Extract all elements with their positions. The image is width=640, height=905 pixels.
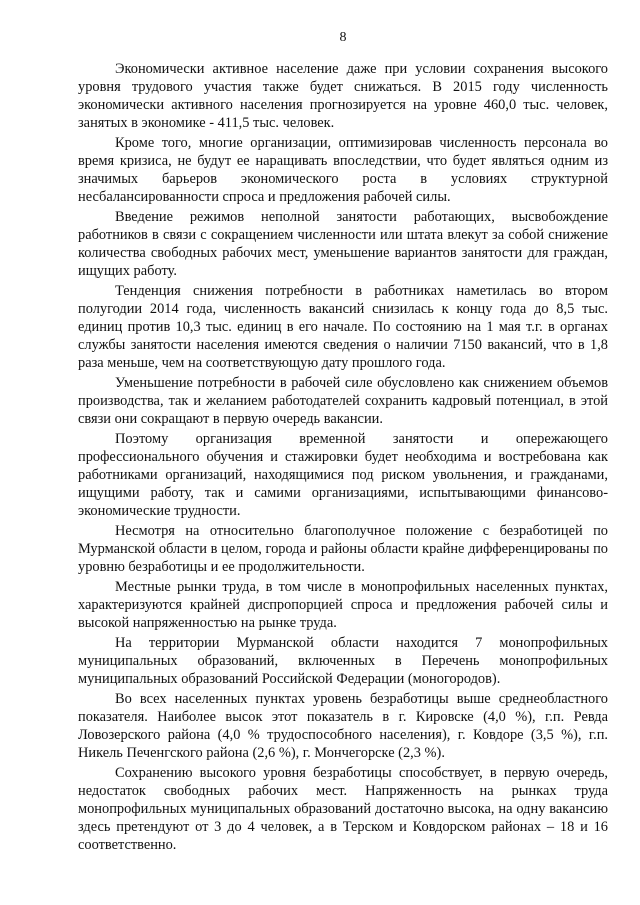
paragraph-11: Сохранению высокого уровня безработицы способствует, в первую очередь, недостаток свободных рабочих мест. Напряженность на рынках труда монопрофильных муниципальных образований достаточно высока, на одну вакансию здесь претендуют от 3 до 4 человек, а в Терском и Ковдорском районах – 18 и 16 соответственно. — [78, 765, 608, 853]
document-body — [78, 60, 608, 854]
paragraph-6: Поэтому организация временной занятости и опережающего профессионального обучения и стажировки будет необходима и востребована как работниками организаций, находящимися под риском увольнения, и гражданами, ищущими работу, так и самими организациями, испытывающими финансово-экономические трудности. — [78, 431, 608, 519]
paragraph-2: Кроме того, многие организации, оптимизировав численность персонала во время кризиса, не будут ее наращивать впоследствии, что будет являться одним из значимых барьеров экономического роста в условиях структурной несбалансированности спроса и предложения рабочей силы. — [78, 135, 608, 205]
paragraph-1: Экономически активное население даже при условии сохранения высокого уровня трудового участия также будет снижаться. В 2015 году численность экономически активного населения прогнозируется на уровне 460,0 тыс. человек, занятых в экономике - 411,5 тыс. человек. — [78, 61, 608, 131]
paragraph-4: Тенденция снижения потребности в работниках наметилась во втором полугодии 2014 года, численность вакансий снизилась к концу года до 8,5 тыс. единиц против 10,3 тыс. единиц в его начале. По состоянию на 1 мая т.г. в органах службы занятости населения имеются сведения о наличии 7150 вакансий, что в 1,8 раза меньше, чем на соответствующую дату прошлого года. — [78, 283, 608, 371]
paragraph-9: На территории Мурманской области находится 7 монопрофильных муниципальных образований, включенных в Перечень монопрофильных муниципальных образований Российской Федерации (моногородов). — [78, 635, 608, 687]
paragraph-3: Введение режимов неполной занятости работающих, высвобождение работников в связи с сокращением численности или штата влекут за собой снижение количества свободных рабочих мест, уменьшение вариантов занятости для граждан, ищущих работу. — [78, 209, 608, 279]
paragraph-8: Местные рынки труда, в том числе в монопрофильных населенных пунктах, характеризуются крайней диспропорцией спроса и предложения рабочей силы и высокой напряженностью на рынке труда. — [78, 579, 608, 631]
paragraph-7: Несмотря на относительно благополучное положение с безработицей по Мурманской области в целом, города и районы области крайне дифференцированы по уровню безработицы и ее продолжительности. — [78, 523, 608, 575]
paragraph-10: Во всех населенных пунктах уровень безработицы выше среднеобластного показателя. Наиболее высок этот показатель в г. Кировске (4,0 %), г.п. Ревда Ловозерского района (4,0 % трудоспособного населения), г. Ковдоре (3,5 %), г.п. Никель Печенгского района (2,6 %), г. Мончегорске (2,3 %). — [78, 691, 608, 761]
paragraph-5: Уменьшение потребности в рабочей силе обусловлено как снижением объемов производства, так и желанием работодателей сохранить кадровый потенциал, в этой связи они сокращают в первую очередь вакансии. — [78, 375, 608, 427]
page-number: 8 — [339, 30, 347, 45]
